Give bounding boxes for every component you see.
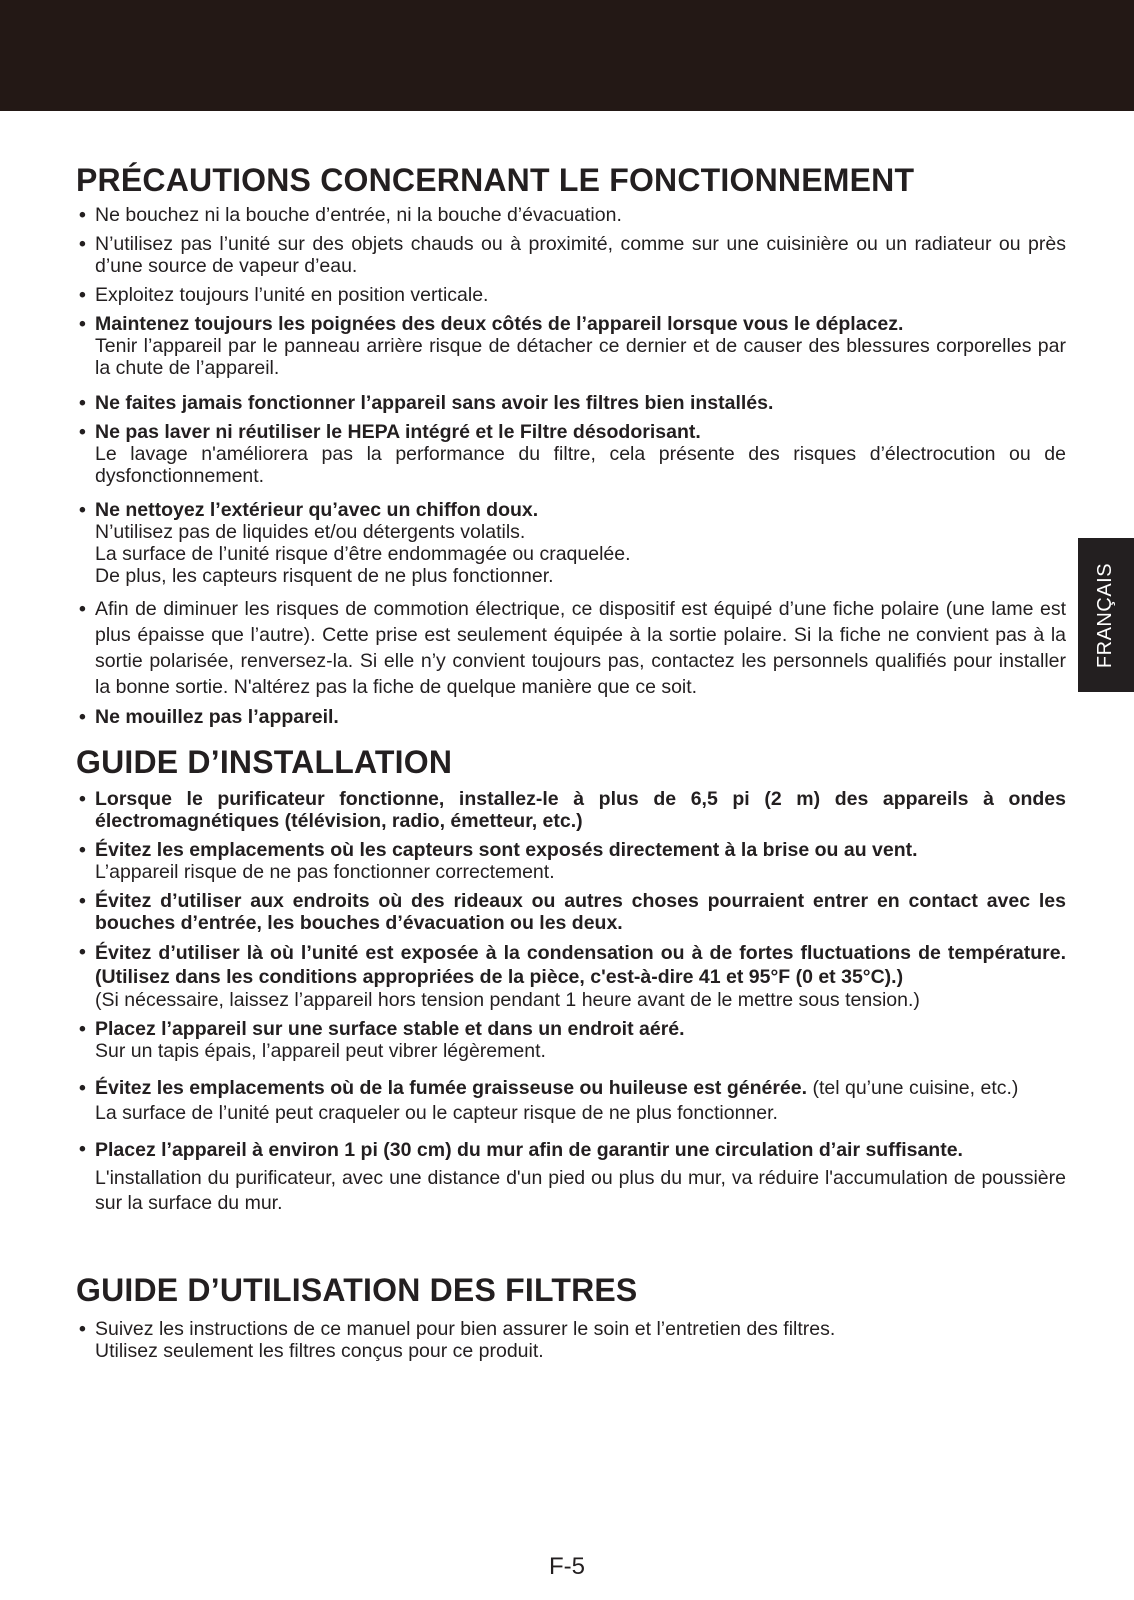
list-item xyxy=(76,284,1066,306)
filters-list xyxy=(76,1318,1066,1362)
item-text: L’appareil risque de ne pas fonctionner correctement. xyxy=(95,861,555,883)
list-item xyxy=(76,499,1066,587)
item-text: • Afin de diminuer les risques de commotion électrique, ce dispositif est équipé d’une fiche polaire (une lame est plus épaisse que l’autre). Cette prise est seulement équipée à la sortie polaire. Si la fiche ne convient pas à la sortie polarisée, renversez-la. Si elle n’y convient toujours pas, contactez les personnels qualifiés pour installer la bonne sortie. N'altérez pas la fiche de quelque manière que ce soit. xyxy=(95,598,1066,698)
language-tab xyxy=(1078,538,1134,692)
header-band xyxy=(0,0,1134,111)
list-item xyxy=(76,890,1066,934)
item-text: • N’utilisez pas l’unité sur des objets chauds ou à proximité, comme sur une cuisinière ou un radiateur ou près d’une source de vapeur d’eau. xyxy=(95,233,1066,277)
item-heading: • Placez l’appareil sur une surface stable et dans un endroit aéré. xyxy=(95,1018,685,1040)
precautions-list xyxy=(76,204,1066,728)
item-heading: • Évitez d’utiliser là où l’unité est exposée à la condensation ou à de fortes fluctuations de température. (Utilisez dans les conditions appropriées de la pièce, c'est-à-dire 41 et 95°F (0 et 35°C).) xyxy=(95,942,1066,988)
list-item xyxy=(76,421,1066,487)
item-heading: • Ne faites jamais fonctionner l’appareil sans avoir les filtres bien installés. xyxy=(95,392,774,414)
item-line: N’utilisez pas de liquides et/ou détergents volatils. xyxy=(95,521,526,543)
list-item xyxy=(76,233,1066,277)
item-line: • Suivez les instructions de ce manuel pour bien assurer le soin et l’entretien des filtres. xyxy=(95,1318,836,1340)
list-item xyxy=(76,941,1066,1011)
item-inline-note: (tel qu’une cuisine, etc.) xyxy=(812,1077,1019,1099)
item-heading: • Maintenez toujours les poignées des deux côtés de l’appareil lorsque vous le déplacez. xyxy=(95,313,904,335)
item-text: Tenir l’appareil par le panneau arrière risque de détacher ce dernier et de causer des blessures corporelles par la chute de l’appareil. xyxy=(95,335,1066,379)
item-line: La surface de l’unité risque d’être endommagée ou craquelée. xyxy=(95,543,631,565)
list-item xyxy=(76,706,1066,728)
item-heading: • Placez l’appareil à environ 1 pi (30 cm) du mur afin de garantir une circulation d’air suffisante. xyxy=(95,1139,963,1161)
installation-list xyxy=(76,788,1066,1216)
section-title-filters: GUIDE D’UTILISATION DES FILTRES xyxy=(76,1272,638,1308)
item-line: Utilisez seulement les filtres conçus pour ce produit. xyxy=(95,1340,544,1362)
list-item xyxy=(76,596,1066,700)
list-item xyxy=(76,392,1066,414)
item-text: Sur un tapis épais, l’appareil peut vibrer légèrement. xyxy=(95,1040,546,1062)
item-text: Le lavage n'améliorera pas la performance du filtre, cela présente des risques d’électrocution ou de dysfonctionnement. xyxy=(95,443,1066,487)
page-content xyxy=(76,160,1066,1362)
item-heading: Évitez les emplacements où de la fumée graisseuse ou huileuse est générée. xyxy=(95,1077,808,1099)
item-text: (Si nécessaire, laissez l’appareil hors tension pendant 1 heure avant de le mettre sous tension.) xyxy=(95,989,920,1011)
item-line: De plus, les capteurs risquent de ne plus fonctionner. xyxy=(95,565,554,587)
list-item xyxy=(76,313,1066,379)
item-heading: • Évitez d’utiliser aux endroits où des rideaux ou autres choses pourraient entrer en contact avec les bouches d’entrée, les bouches d’évacuation ou les deux. xyxy=(95,890,1066,934)
item-heading: • Lorsque le purificateur fonctionne, installez-le à plus de 6,5 pi (2 m) des appareils à ondes électromagnétiques (télévision, radio, émetteur, etc.) xyxy=(95,788,1066,832)
list-item xyxy=(76,1018,1066,1062)
list-item xyxy=(76,1138,1066,1216)
page-number: F-5 xyxy=(549,1553,585,1580)
item-text: • Exploitez toujours l’unité en position verticale. xyxy=(95,284,489,306)
list-item xyxy=(76,1318,1066,1362)
item-heading: • Ne pas laver ni réutiliser le HEPA intégré et le Filtre désodorisant. xyxy=(95,421,701,443)
list-item xyxy=(76,1076,1066,1126)
language-tab-label: FRANÇAIS xyxy=(1094,562,1117,668)
item-text: • Ne bouchez ni la bouche d’entrée, ni la bouche d’évacuation. xyxy=(95,204,622,226)
section-title-precautions: PRÉCAUTIONS CONCERNANT LE FONCTIONNEMENT xyxy=(76,162,915,198)
list-item xyxy=(76,788,1066,832)
item-heading: • Ne nettoyez l’extérieur qu’avec un chiffon doux. xyxy=(95,499,539,521)
item-text: La surface de l’unité peut craqueler ou le capteur risque de ne plus fonctionner. xyxy=(95,1102,778,1124)
section-title-installation: GUIDE D’INSTALLATION xyxy=(76,744,453,780)
item-heading: • Évitez les emplacements où les capteurs sont exposés directement à la brise ou au vent. xyxy=(95,839,918,861)
item-text: L'installation du purificateur, avec une distance d'un pied ou plus du mur, va réduire l'accumulation de poussière sur la surface du mur. xyxy=(95,1167,1066,1214)
list-item xyxy=(76,204,1066,226)
list-item xyxy=(76,839,1066,883)
item-heading: • Ne mouillez pas l’appareil. xyxy=(95,706,339,728)
